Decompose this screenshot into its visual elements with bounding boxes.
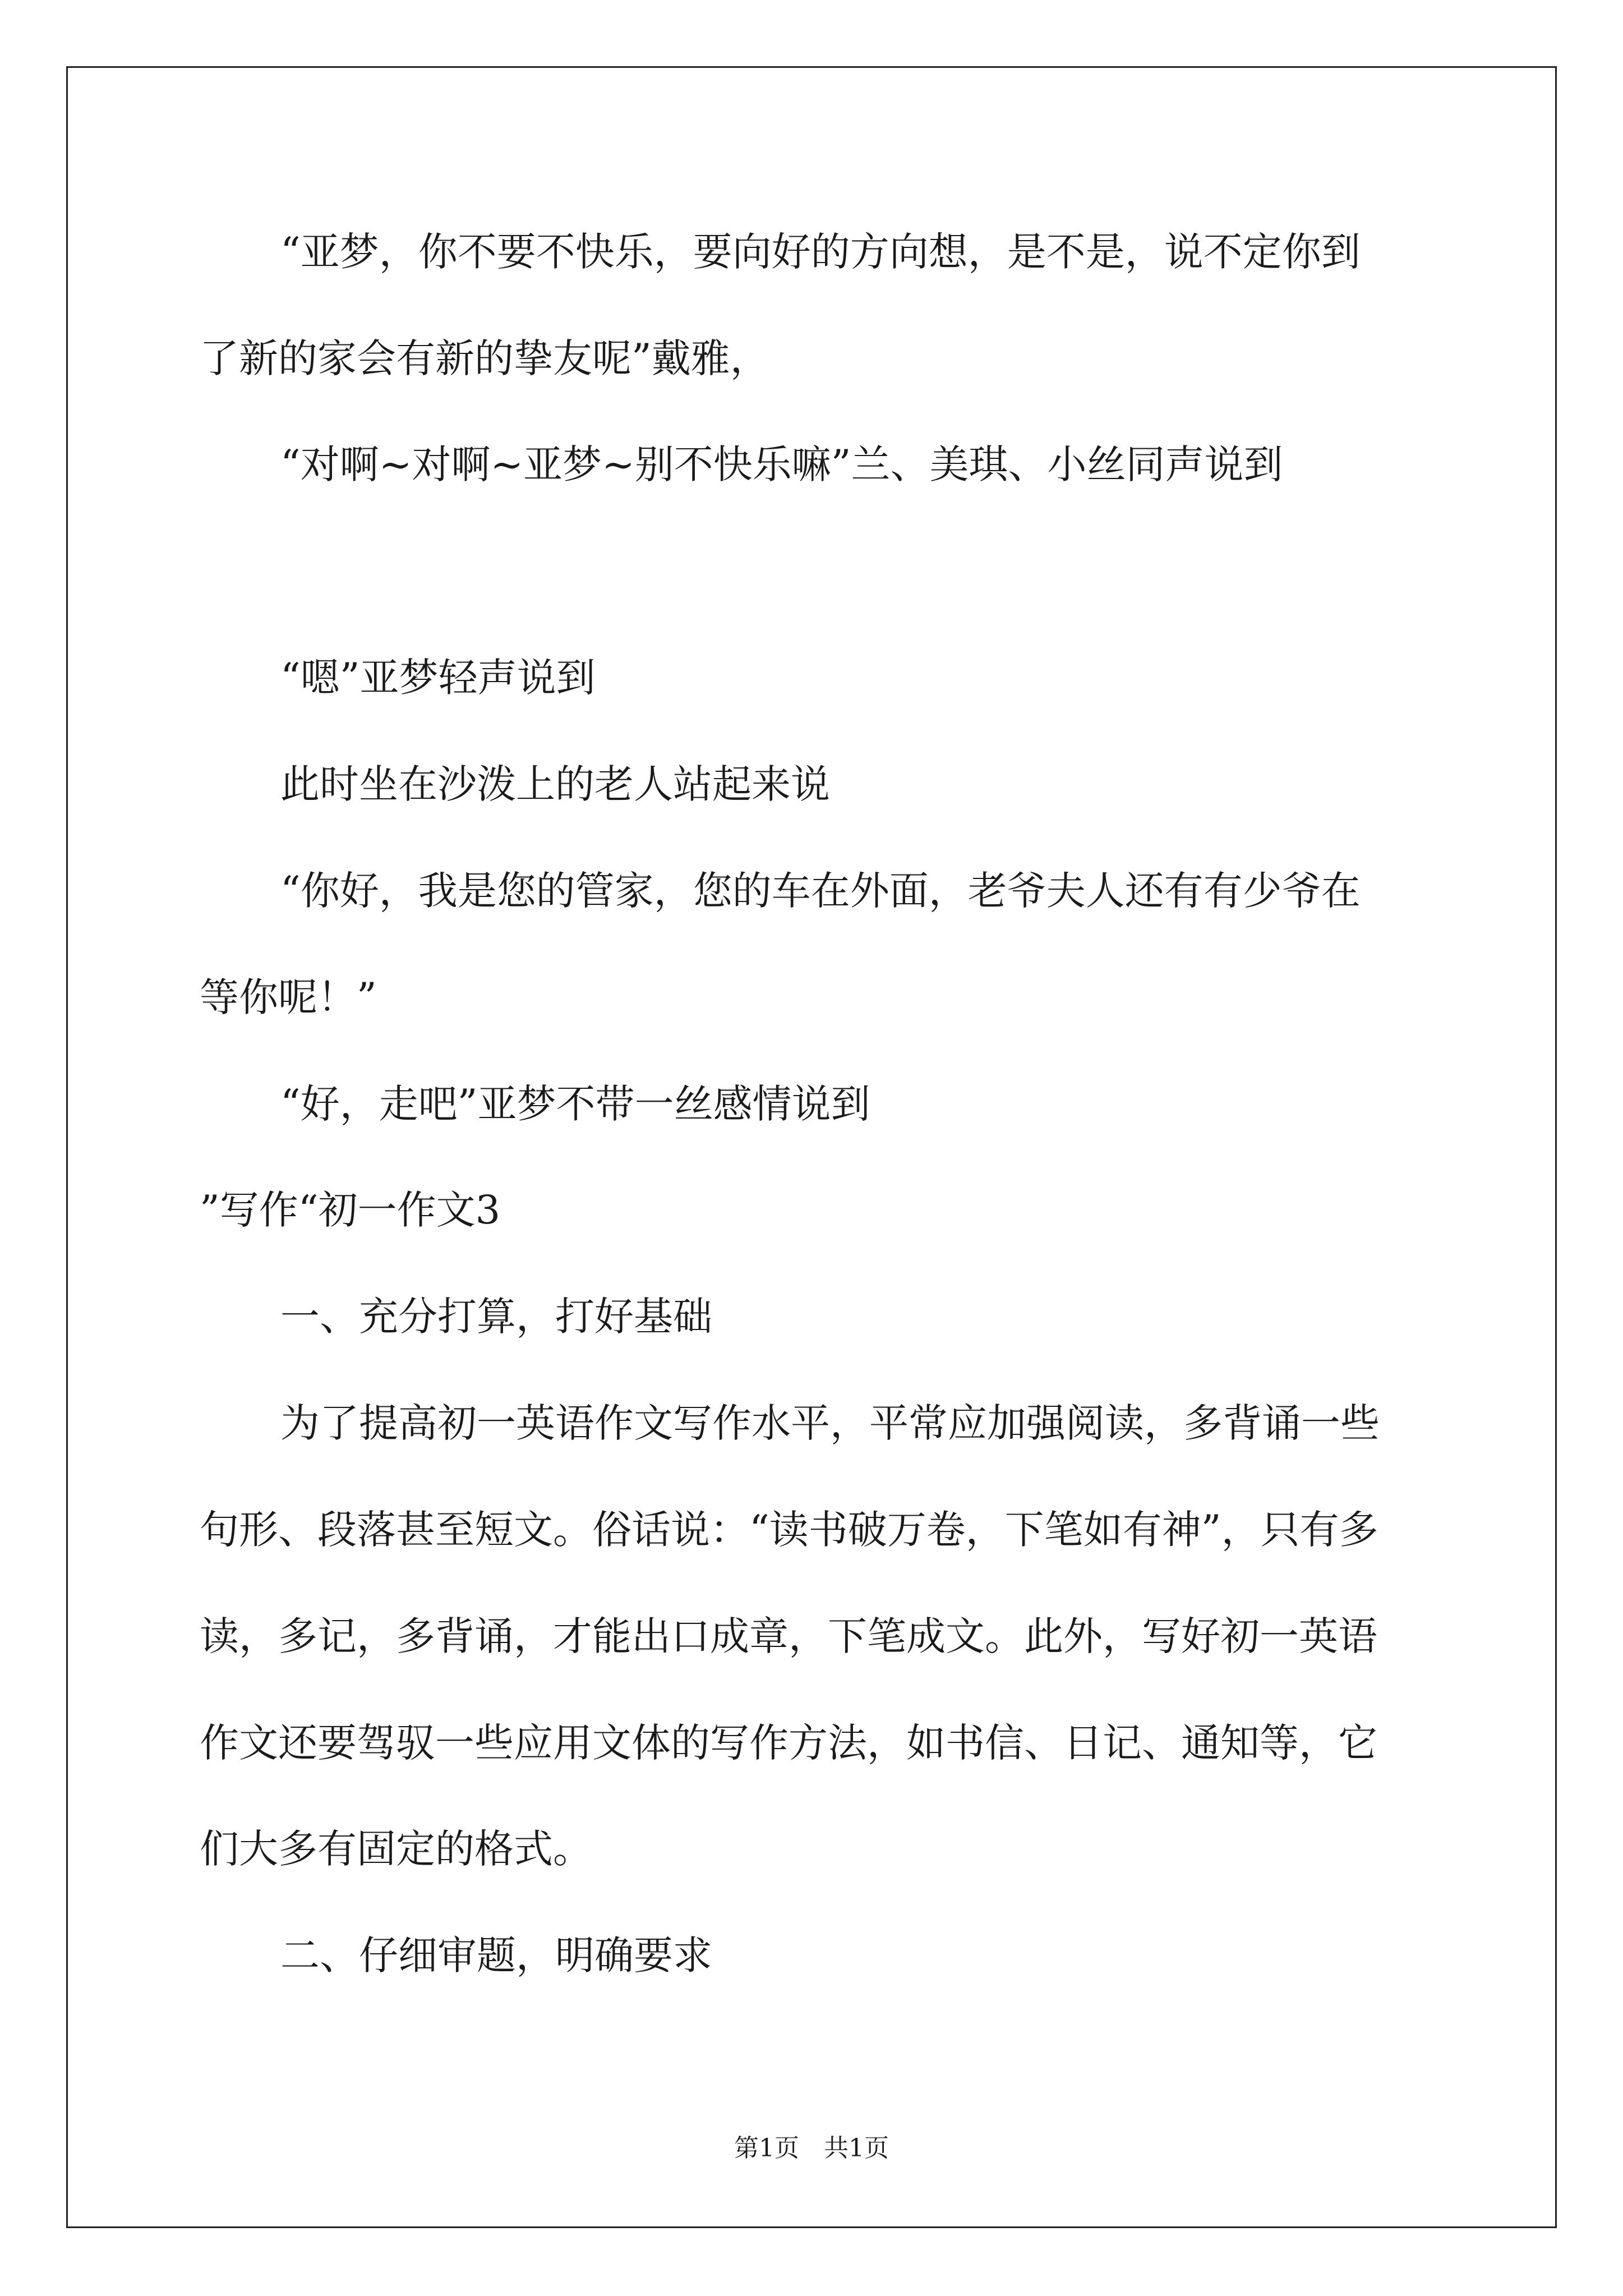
section-heading: 一、充分打算，打好基础 [280,1294,712,1340]
paragraph-line: “好，走吧”亚梦不带一丝感情说到 [280,1081,870,1127]
paragraph-line: 作文还要驾驭一些应用文体的写作方法，如书信、日记、通知等，它 [200,1720,1377,1766]
paragraph-line: 等你呢！” [200,974,377,1020]
paragraph-line: “你好，我是您的管家，您的车在外面，老爷夫人还有有少爷在 [280,868,1361,914]
paragraph-line: “对啊~对啊~亚梦~别不快乐嘛”兰、美琪、小丝同声说到 [280,441,1283,487]
paragraph-line: 读，多记，多背诵，才能出口成章，下笔成文。此外，写好初一英语 [200,1613,1377,1659]
page-footer: 第1页 共1页 [734,2134,889,2162]
paragraph-line: 句形、段落甚至短文。俗话说：“读书破万卷，下笔如有神”，只有多 [200,1507,1378,1553]
paragraph-line: “嗯”亚梦轻声说到 [280,655,596,701]
section-heading: 二、仔细审题，明确要求 [280,1932,712,1978]
paragraph-line: ”写作“初一作文3 [200,1187,501,1233]
paragraph-line: 们大多有固定的格式。 [200,1826,592,1872]
paragraph-line: 为了提高初一英语作文写作水平，平常应加强阅读，多背诵一些 [280,1400,1380,1446]
paragraph-line: 此时坐在沙泼上的老人站起来说 [280,761,830,807]
paragraph-line: 了新的家会有新的挚友呢”戴雅， [200,335,769,381]
paragraph-line: “亚梦，你不要不快乐，要向好的方向想，是不是，说不定你到 [280,229,1361,275]
